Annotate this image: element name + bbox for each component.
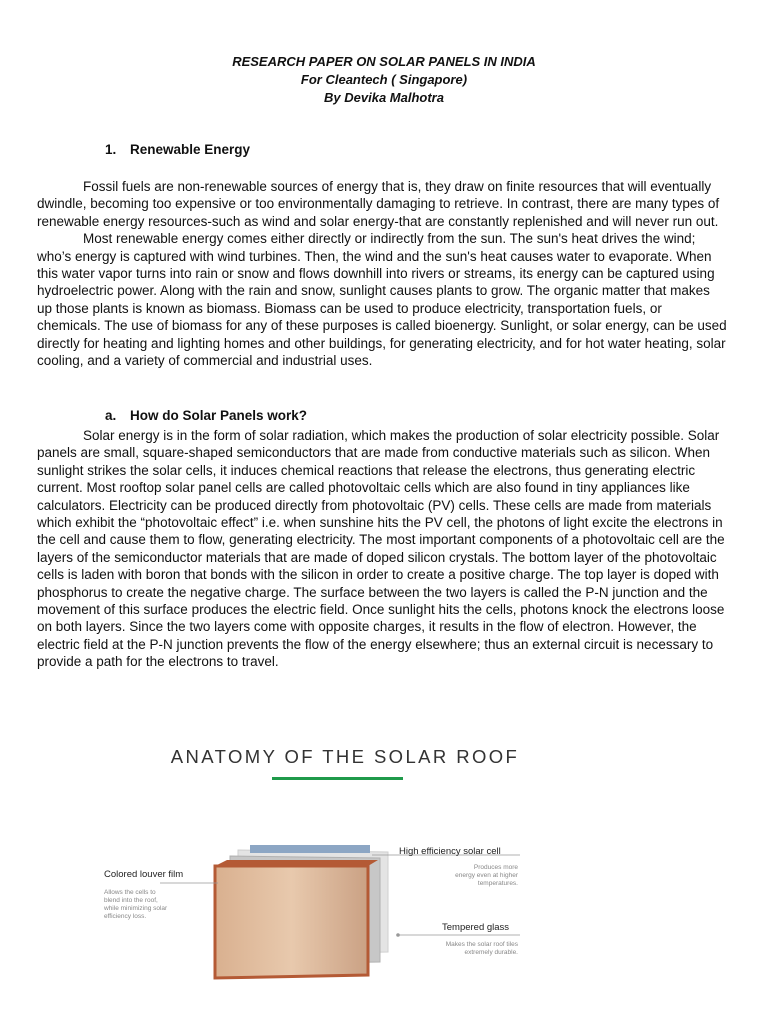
desc-line: while minimizing solar — [104, 905, 168, 912]
paper-author: By Devika Malhotra — [324, 90, 444, 105]
solar-cell-description — [430, 864, 518, 888]
solar-cell-label: High efficiency solar cell — [399, 846, 501, 857]
louver-film-label: Colored louver film — [104, 869, 184, 880]
paragraph: Solar energy is in the form of solar radiation, which makes the production of solar electricity possible. Solar panels are small, square-shaped semiconductors that are made from conductive materials such as silicon. When sunlight strikes the solar cells, it induces chemical reactions that release the electrons, thus generating electric current. Most rooftop solar panel cells are called photovoltaic cells which are also found in tiny appliances like calculators. Electricity can be produced directly from photovoltaic (PV) cells. These cells are made from materials which exhibit the “photovoltaic effect” i.e. when sunshine hits the PV cell, the photons of light excite the electrons in the cell and cause them to flow, generating electricity. The most important components of a photovoltaic cell are the layers of the semiconductor materials that are made of doped silicon crystals. The bottom layer of the photovoltaic cells is laden with boron that bonds with the silicon in order to create a positive charge. The top layer is doped with phosphorus to create the negative charge. The surface between the two layers is called the P-N junction and the movement of this surface produces the electric field. Once sunlight hits the cells, photons knock the electrons loose on both layers. Since the two layers come with opposite charges, it results in the flow of electron. However, the electric field at the P-N junction prevents the flow of the energy elsewhere; thus an external circuit is necessary to provide a path for the electrons to travel. — [37, 428, 725, 670]
desc-line: energy even at higher — [455, 872, 518, 879]
leader-dot — [396, 933, 400, 937]
figure-title: ANATOMY OF THE SOLAR ROOF — [170, 746, 520, 767]
paper-title: RESEARCH PAPER ON SOLAR PANELS IN INDIA — [232, 54, 536, 69]
louver-film-layer — [215, 866, 368, 978]
desc-line: temperatures. — [477, 880, 518, 887]
desc-line: blend into the roof, — [104, 897, 158, 904]
section-1-number: 1. — [105, 142, 117, 157]
paper-subtitle: For Cleantech ( Singapore) — [300, 72, 468, 87]
paragraph: Fossil fuels are non-renewable sources of energy that is, they draw on finite resources that will eventually dwindle, becoming too expensive or too environmentally damaging to retrieve. In contrast, there are many types of renewable energy resources-such as wind and solar energy-that are constantly replenished and will never run out. — [37, 179, 720, 229]
desc-line: Makes the solar roof tiles — [445, 941, 518, 948]
desc-line: Produces more — [473, 864, 518, 871]
louver-film-description — [104, 889, 167, 921]
section-a-title: How do Solar Panels work? — [130, 408, 308, 423]
section-a-number: a. — [105, 408, 117, 423]
tempered-glass-description — [418, 941, 518, 957]
solar-cell-strip — [250, 845, 370, 853]
desc-line: Allows the cells to — [104, 889, 156, 896]
desc-line: extremely durable. — [464, 949, 518, 956]
louver-film-edge — [215, 860, 378, 866]
section-1-title: Renewable Energy — [130, 142, 251, 157]
tempered-glass-label: Tempered glass — [442, 922, 510, 933]
paragraph: Most renewable energy comes either directly or indirectly from the sun. The sun's heat drives the wind; who’s energy is captured with wind turbines. Then, the wind and the sun's heat causes water to evaporate. When this water vapor turns into rain or snow and flows downhill into rivers or streams, its energy can be captured using hydroelectric power. Along with the rain and snow, sunlight causes plants to grow. The organic matter that makes up those plants is known as biomass. Biomass can be used to produce electricity, transportation fuels, or chemicals. The use of biomass for any of these purposes is called bioenergy. Sunlight, or solar energy, can be used directly for heating and lighting homes and other buildings, for generating electricity, and for hot water heating, solar cooling, and a variety of commercial and industrial uses. — [37, 231, 727, 369]
desc-line: efficiency loss. — [104, 913, 147, 920]
